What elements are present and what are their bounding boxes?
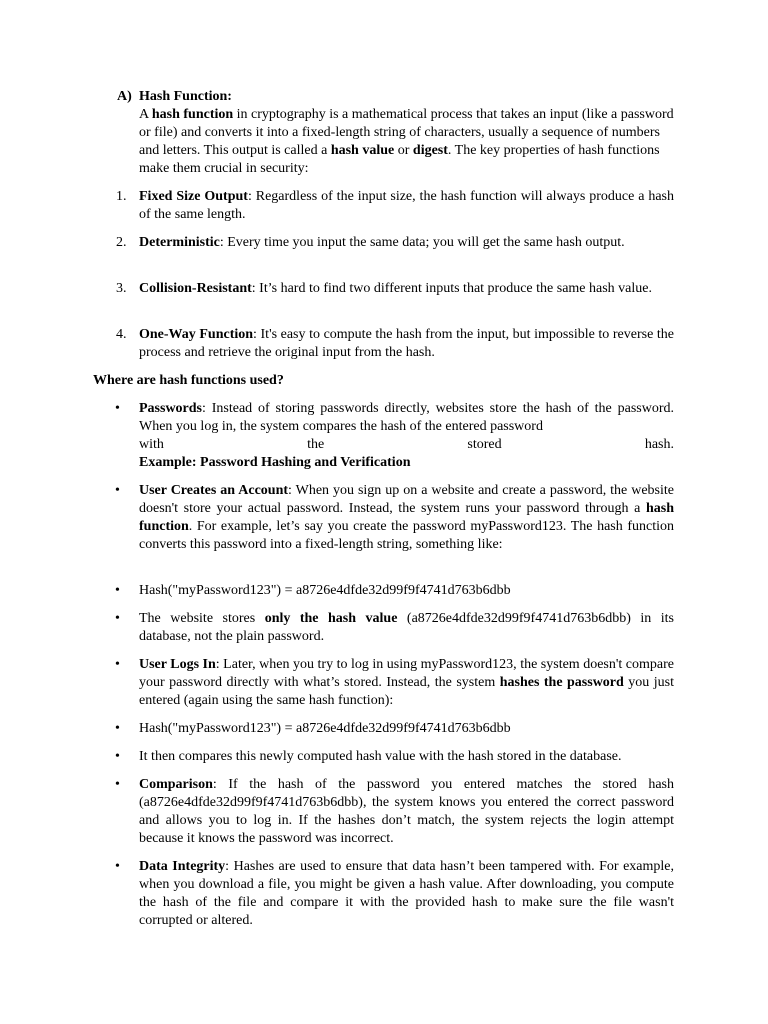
list-number: 1. xyxy=(116,189,127,204)
bullet-item xyxy=(115,776,674,848)
bullet-bold: hashes the password xyxy=(499,675,624,690)
bullet-term: User Creates an Account xyxy=(139,483,289,498)
hash-example-line: Hash("myPassword123") = a8726e4dfde32d99f9f4741d763b6dbb xyxy=(139,583,511,598)
bullet-marker: • xyxy=(115,721,120,736)
bullet-item xyxy=(115,482,674,554)
property-term: Fixed Size Output xyxy=(139,189,248,204)
bullet-item xyxy=(115,748,674,766)
hash-example-line: Hash("myPassword123") = a8726e4dfde32d99f9f4741d763b6dbb xyxy=(139,721,511,736)
bullet-marker: • xyxy=(115,777,120,792)
property-text: : Regardless of the input size, the hash function will always produce a hash of the same length. xyxy=(139,189,674,222)
property-item xyxy=(116,234,674,252)
bullet-text: : Instead of storing passwords directly, websites store the hash of the password. When you log in, the system compares the hash of the entered password xyxy=(139,401,674,434)
bullet-item xyxy=(115,656,674,710)
bullet-item xyxy=(115,858,674,930)
example-heading: Example: Password Hashing and Verification xyxy=(139,455,411,470)
where-heading: Where are hash functions used? xyxy=(93,373,284,388)
bullet-text: The website stores xyxy=(139,611,265,626)
word: hash. xyxy=(644,437,674,452)
bullet-text: . For example, let’s say you create the password myPassword123. The hash function converts this password into a fixed-length string, something like: xyxy=(139,519,674,552)
bullet-bold: hash function xyxy=(139,501,674,534)
section-title: Hash Function: xyxy=(139,89,232,104)
bullet-text: (a8726e4dfde32d99f9f4741d763b6dbb) in its database, not the plain password. xyxy=(139,611,674,644)
bullet-bold: only the hash value xyxy=(264,611,398,626)
word: stored xyxy=(467,437,502,452)
word: with xyxy=(139,437,164,452)
intro-text: A xyxy=(139,107,152,122)
bullet-marker: • xyxy=(115,859,120,874)
property-term: Collision-Resistant xyxy=(139,281,252,296)
intro-bold-hash-function: hash function xyxy=(151,107,234,122)
justified-line xyxy=(139,436,674,454)
intro-text: . The key properties of hash functions make them crucial in security: xyxy=(139,143,660,176)
property-item xyxy=(116,280,674,298)
bullet-marker: • xyxy=(115,611,120,626)
property-text: : It's easy to compute the hash from the input, but impossible to reverse the process and retrieve the original input from the hash. xyxy=(139,327,674,360)
bullet-item xyxy=(115,610,674,646)
bullet-text: : Hashes are used to ensure that data hasn’t been tampered with. For example, when you download a file, you might be given a hash value. After downloading, you compute the hash of the file and compare it with the provided hash to make sure the file wasn't corrupted or altered. xyxy=(139,859,674,928)
property-item xyxy=(116,188,674,224)
bullet-term: Comparison xyxy=(139,777,213,792)
property-text: : Every time you input the same data; you will get the same hash output. xyxy=(219,235,625,250)
bullet-text: you just entered (again using the same hash function): xyxy=(139,675,674,708)
bullet-text: : Later, when you try to log in using myPassword123, the system doesn't compare your password directly with what’s stored. Instead, the system xyxy=(139,657,674,690)
bullet-item xyxy=(115,582,674,600)
bullet-marker: • xyxy=(115,483,120,498)
intro-bold-hash-value: hash value xyxy=(330,143,395,158)
bullet-marker: • xyxy=(115,657,120,672)
word: the xyxy=(307,437,325,452)
bullet-term: User Logs In xyxy=(139,657,216,672)
intro-bold-digest: digest xyxy=(412,143,448,158)
property-term: One-Way Function xyxy=(139,327,254,342)
property-term: Deterministic xyxy=(139,235,220,250)
bullet-marker: • xyxy=(115,401,120,416)
bullet-text: It then compares this newly computed hash value with the hash stored in the database. xyxy=(139,749,622,764)
bullet-marker: • xyxy=(115,749,120,764)
intro-text: in cryptography is a mathematical process that takes an input (like a password or file) and converts it into a fixed-length string of characters, usually a sequence of numbers and letters. This output is called a xyxy=(139,107,674,158)
list-number: 3. xyxy=(116,281,127,296)
intro-text: or xyxy=(394,143,413,158)
bullet-term: Passwords xyxy=(139,401,203,416)
bullet-term: Data Integrity xyxy=(139,859,226,874)
list-number: 2. xyxy=(116,235,127,250)
section-letter: A) xyxy=(117,89,132,104)
bullet-marker: • xyxy=(115,583,120,598)
intro-paragraph xyxy=(139,106,674,178)
bullet-item xyxy=(115,400,674,472)
list-number: 4. xyxy=(116,327,127,342)
bullet-text: : When you sign up on a website and create a password, the website doesn't store your actual password. Instead, the system runs your password through a xyxy=(139,483,674,516)
bullet-text: : If the hash of the password you entered matches the stored hash (a8726e4dfde32d99f9f4741d763b6dbb), the system knows you entered the correct password and allows you to log in. If the hashes don’t match, the system rejects the login attempt because it knows the password was incorrect. xyxy=(139,777,674,846)
property-text: : It’s hard to find two different inputs that produce the same hash value. xyxy=(251,281,652,296)
bullet-item xyxy=(115,720,674,738)
property-item xyxy=(116,326,674,362)
